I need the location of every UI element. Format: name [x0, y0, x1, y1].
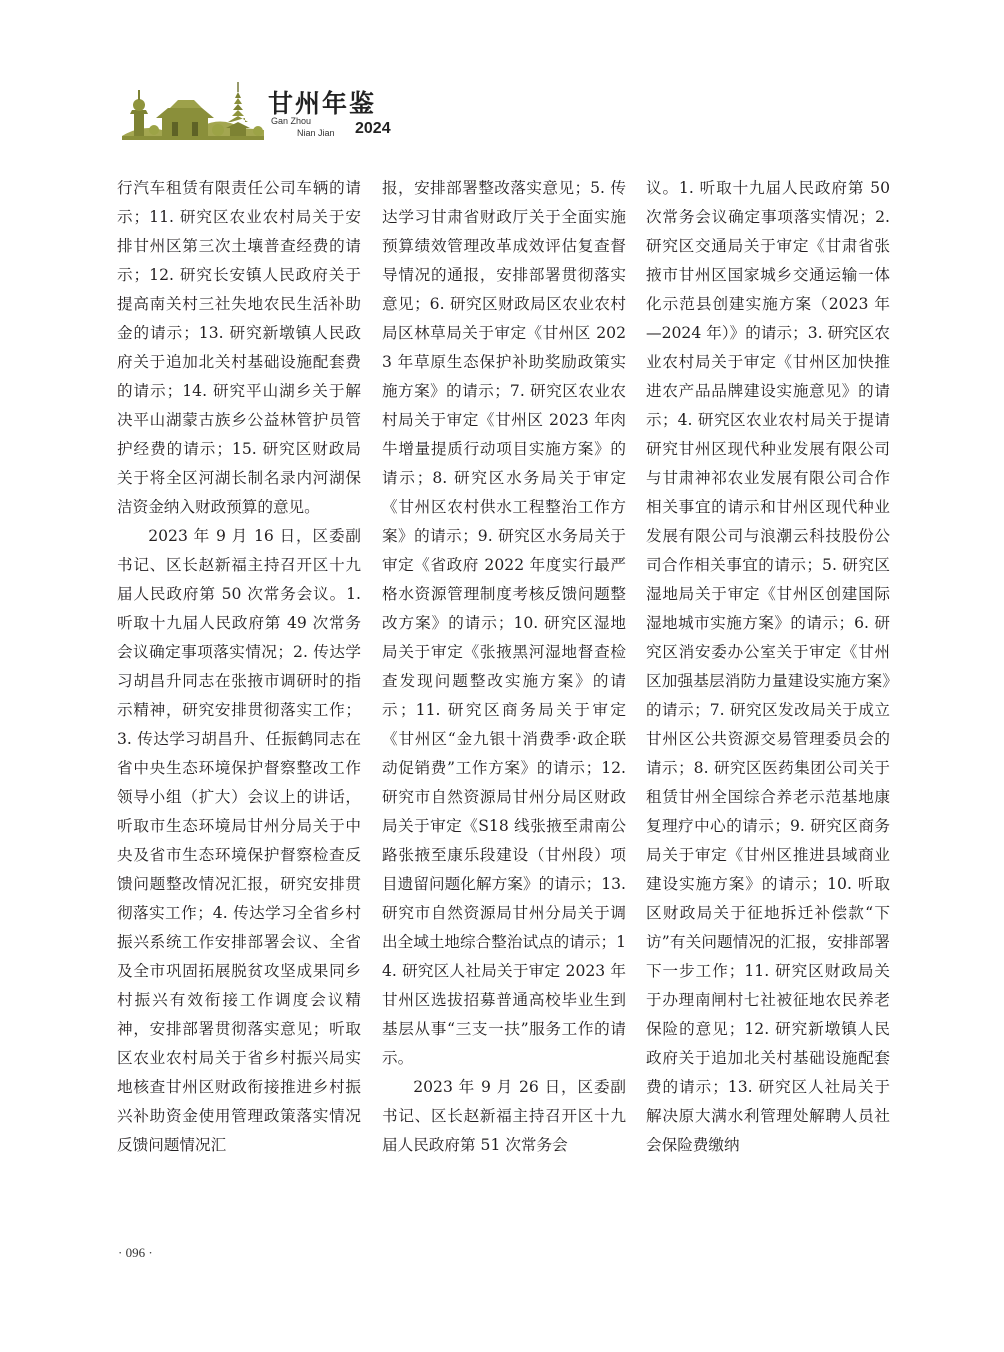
- page-header: [122, 78, 422, 140]
- yearbook-pinyin-line-2: Nian Jian: [297, 128, 335, 138]
- paragraph: 议。1. 听取十九届人民政府第 50 次常务会议确定事项落实情况；2. 研究区交通局关于审定《甘肃省张掖市甘州区国家城乡交通运输一体化示范县创建实施方案（2023 年—2024 年）》的请示；3. 研究区农业农村局关于审定《甘州区加快推进农产品品牌建设实施意见》的请示；4. 研究区农业农村局关于提请研究甘州区现代种业发展有限公司与甘肃神祁农业发展有限公司合作相关事宜的请示和甘州区现代种业发展有限公司与浪潮云科技股份公司合作相关事宜的请示；5. 研究区湿地局关于审定《甘州区创建国际湿地城市实施方案》的请示；6. 研究区消安委办公室关于审定《甘州区加强基层消防力量建设实施方案》的请示；7. 研究区发改局关于成立甘州区公共资源交易管理委员会的请示；8. 研究区医药集团公司关于租赁甘州全国综合养老示范基地康复理疗中心的请示；9. 研究区商务局关于审定《甘州区推进县域商业建设实施方案》的请示；10. 听取区财政局关于征地拆迁补偿款“下访”有关问题情况的汇报，安排部署下一步工作；11. 研究区财政局关于办理南闸村七社被征地农民养老保险的意见；12. 研究新墩镇人民政府关于追加北关村基础设施配套费的请示；13. 研究区人社局关于解决原大满水利管理处解聘人员社会保险费缴纳: [646, 179, 890, 1154]
- yearbook-year: 2024: [355, 120, 391, 137]
- paragraph: 2023 年 9 月 26 日，区委副书记、区长赵新福主持召开区十九届人民政府第 51 次常务会: [382, 1078, 626, 1154]
- text-column-3: [646, 174, 890, 1160]
- paragraph: 2023 年 9 月 16 日，区委副书记、区长赵新福主持召开区十九届人民政府第 50 次常务会议。1. 听取十九届人民政府第 49 次常务会议确定事项落实情况；2. 传达学习胡昌升同志在张掖市调研时的指示精神，研究安排贯彻落实工作；3. 传达学习胡昌升、任振鹤同志在省中央生态环境保护督察整改工作领导小组（扩大）会议上的讲话，听取市生态环境局甘州分局关于中央及省市生态环境保护督察检查反馈问题整改情况汇报，研究安排贯彻落实工作；4. 传达学习全省乡村振兴系统工作安排部署会议、全省及全市巩固拓展脱贫攻坚成果同乡村振兴有效衔接工作调度会议精神，安排部署贯彻落实意见；听取区农业农村局关于省乡村振兴局实地核查甘州区财政衔接推进乡村振兴补助资金使用管理政策落实情况反馈问题情况汇: [117, 527, 361, 1154]
- page-number: · 096 ·: [118, 1245, 153, 1260]
- paragraph: 行汽车租赁有限责任公司车辆的请示；11. 研究区农业农村局关于安排甘州区第三次土壤普查经费的请示；12. 研究长安镇人民政府关于提高南关村三社失地农民生活补助金的请示；13. 研究新墩镇人民政府关于追加北关村基础设施配套费的请示；14. 研究平山湖乡关于解决平山湖蒙古族乡公益林管护员管护经费的请示；15. 研究区财政局关于将全区河湖长制名录内河湖保洁资金纳入财政预算的意见。: [117, 179, 361, 516]
- yearbook-pinyin-line-1: Gan Zhou: [271, 116, 312, 126]
- text-column-2: [382, 174, 626, 1160]
- yearbook-title: 甘州年鉴: [268, 89, 377, 118]
- paragraph: 报，安排部署整改落实意见；5. 传达学习甘肃省财政厅关于全面实施预算绩效管理改革成效评估复查督导情况的通报，安排部署贯彻落实意见；6. 研究区财政局区农业农村局区林草局关于审定《甘州区 2023 年草原生态保护补助奖励政策实施方案》的请示；7. 研究区农业农村局关于审定《甘州区 2023 年肉牛增量提质行动项目实施方案》的请示；8. 研究区水务局关于审定《甘州区农村供水工程整治工作方案》的请示；9. 研究区水务局关于审定《省政府 2022 年度实行最严格水资源管理制度考核反馈问题整改方案》的请示；10. 研究区湿地局关于审定《张掖黑河湿地督查检查发现问题整改实施方案》的请示；11. 研究区商务局关于审定《甘州区“金九银十消费季·政企联动促销费”工作方案》的请示；12. 研究市自然资源局甘州分局区财政局关于审定《S18 线张掖至肃南公路张掖至康乐段建设（甘州段）项目遗留问题化解方案》的请示；13. 研究市自然资源局甘州分局关于调出全域土地综合整治试点的请示；14. 研究区人社局关于审定 2023 年甘州区选拔招募普通高校毕业生到基层从事“三支一扶”服务工作的请示。: [382, 179, 626, 1067]
- text-column-1: [117, 174, 361, 1160]
- pagoda-landscape-logo-icon: [122, 78, 264, 140]
